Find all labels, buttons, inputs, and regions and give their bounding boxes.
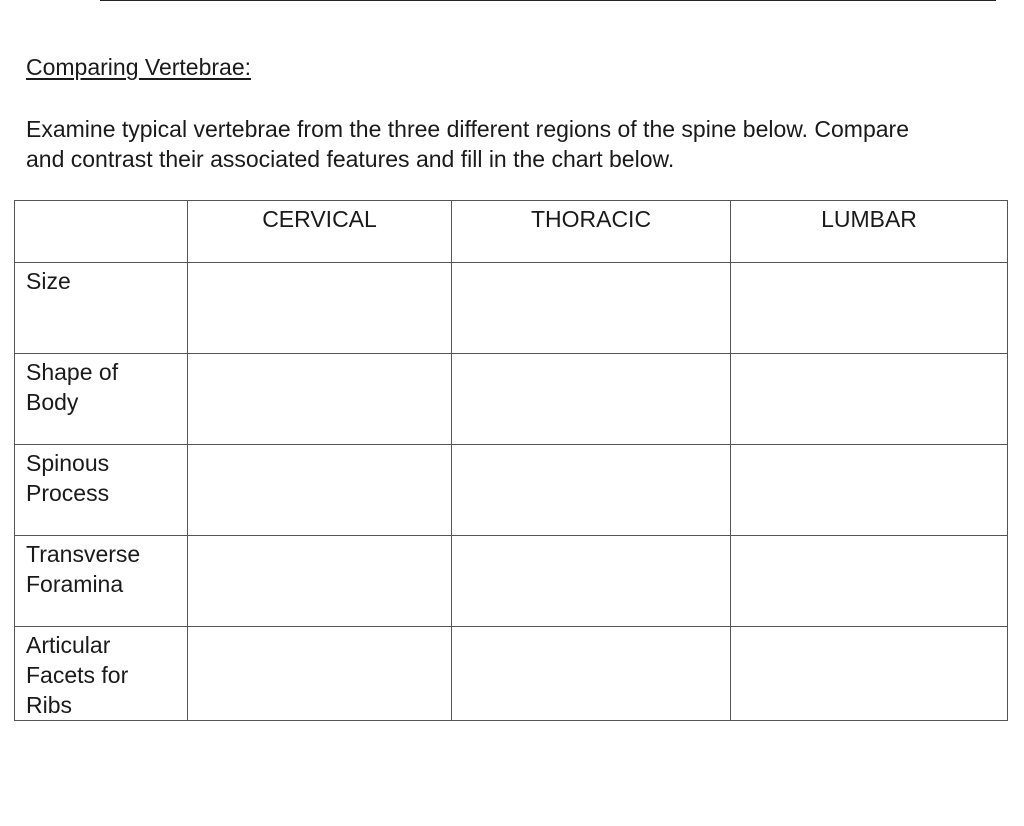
- row-label-shape-of-body: [15, 354, 188, 445]
- row-label-line: Size: [26, 268, 71, 294]
- row-label-transverse-foramina: [15, 536, 188, 627]
- table-row-articular-facets: [15, 627, 1008, 721]
- row-label-line: Process: [26, 480, 110, 506]
- header-cell-cervical: CERVICAL: [188, 201, 452, 263]
- header-cell-lumbar: LUMBAR: [731, 201, 1008, 263]
- cell-spinous-lumbar[interactable]: [731, 445, 1008, 536]
- cell-shape-thoracic[interactable]: [452, 354, 731, 445]
- row-label-line: Articular: [26, 632, 111, 658]
- cell-foramina-thoracic[interactable]: [452, 536, 731, 627]
- header-cell-thoracic: THORACIC: [452, 201, 731, 263]
- table-header-row: [15, 201, 1008, 263]
- header-cell-empty: [15, 201, 188, 263]
- table-row-spinous-process: [15, 445, 1008, 536]
- cell-size-lumbar[interactable]: [731, 263, 1008, 354]
- row-label-size: [15, 263, 188, 354]
- cell-facets-cervical[interactable]: [188, 627, 452, 721]
- row-label-line: Foramina: [26, 571, 124, 597]
- cell-facets-lumbar[interactable]: [731, 627, 1008, 721]
- cell-spinous-thoracic[interactable]: [452, 445, 731, 536]
- cell-spinous-cervical[interactable]: [188, 445, 452, 536]
- table-row-size: [15, 263, 1008, 354]
- instructions-line-2: and contrast their associated features and fill in the chart below.: [26, 146, 675, 172]
- row-label-articular-facets: [15, 627, 188, 721]
- table-row-transverse-foramina: [15, 536, 1008, 627]
- cell-size-thoracic[interactable]: [452, 263, 731, 354]
- row-label-line: Facets for: [26, 662, 129, 688]
- instructions-line-1: Examine typical vertebrae from the three different regions of the spine below. Compare: [26, 116, 909, 142]
- row-label-spinous-process: [15, 445, 188, 536]
- cell-shape-cervical[interactable]: [188, 354, 452, 445]
- row-label-line: Shape of: [26, 359, 119, 385]
- cell-foramina-lumbar[interactable]: [731, 536, 1008, 627]
- cell-foramina-cervical[interactable]: [188, 536, 452, 627]
- cell-size-cervical[interactable]: [188, 263, 452, 354]
- instructions-text: [26, 114, 986, 174]
- row-label-line: Transverse: [26, 541, 141, 567]
- table-row-shape-of-body: [15, 354, 1008, 445]
- vertebrae-comparison-table: [14, 200, 1008, 721]
- cell-shape-lumbar[interactable]: [731, 354, 1008, 445]
- top-divider-line: [100, 0, 996, 1]
- row-label-line: Body: [26, 389, 79, 415]
- row-label-line: Spinous: [26, 450, 110, 476]
- row-label-line: Ribs: [26, 692, 73, 718]
- page-heading: Comparing Vertebrae:: [26, 54, 252, 80]
- cell-facets-thoracic[interactable]: [452, 627, 731, 721]
